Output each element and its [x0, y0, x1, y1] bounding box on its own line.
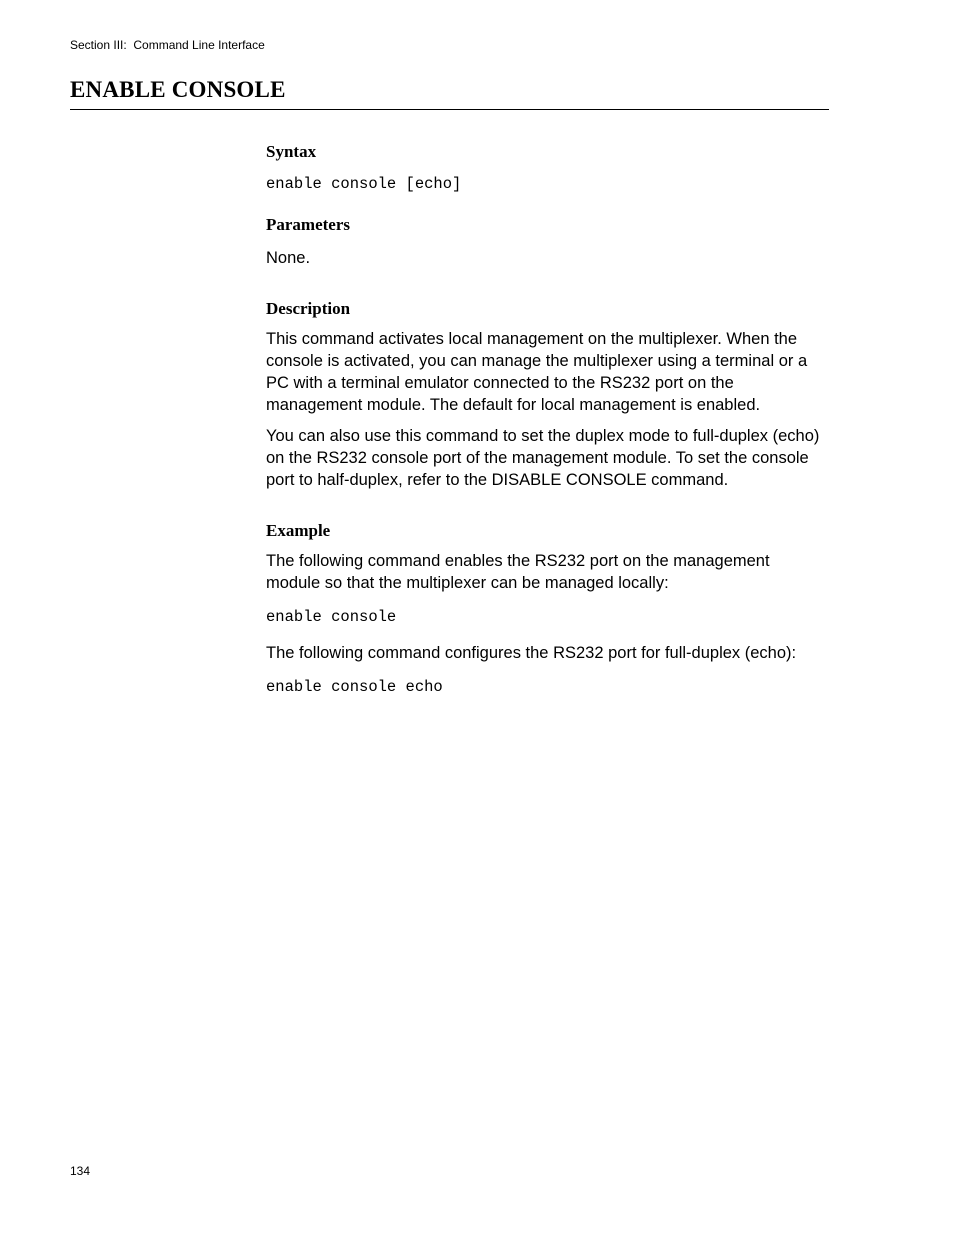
parameters-text: None. [266, 249, 311, 267]
example-intro-1: The following command enables the RS232 port on the management module so that the multiplexer can be managed locally: [266, 552, 770, 592]
description-paragraph-2: You can also use this command to set the duplex mode to full-duplex (echo) on the RS232 console port of the management module. To set the console port to half-duplex, refer to the DISABLE CONSOLE command. [266, 427, 820, 489]
page-number: 134 [70, 1164, 91, 1178]
example-code-1: enable console [266, 608, 397, 626]
page-title: ENABLE CONSOLE [70, 77, 286, 102]
description-heading: Description [266, 299, 351, 318]
example-heading: Example [266, 521, 331, 540]
main-content [266, 140, 828, 697]
syntax-heading: Syntax [266, 142, 317, 161]
syntax-code: enable console [echo] [266, 175, 462, 193]
example-intro-2: The following command configures the RS232 port for full-duplex (echo): [266, 644, 797, 662]
title-rule [70, 109, 829, 110]
running-head: Section III: Command Line Interface [70, 38, 265, 52]
description-paragraph-1: This command activates local management on the multiplexer. When the console is activated, you can manage the multiplexer using a terminal or a PC with a terminal emulator connected to the RS232 port on the management module. The default for local management is enabled. [266, 330, 808, 414]
example-code-2: enable console echo [266, 678, 443, 696]
parameters-heading: Parameters [266, 215, 351, 234]
